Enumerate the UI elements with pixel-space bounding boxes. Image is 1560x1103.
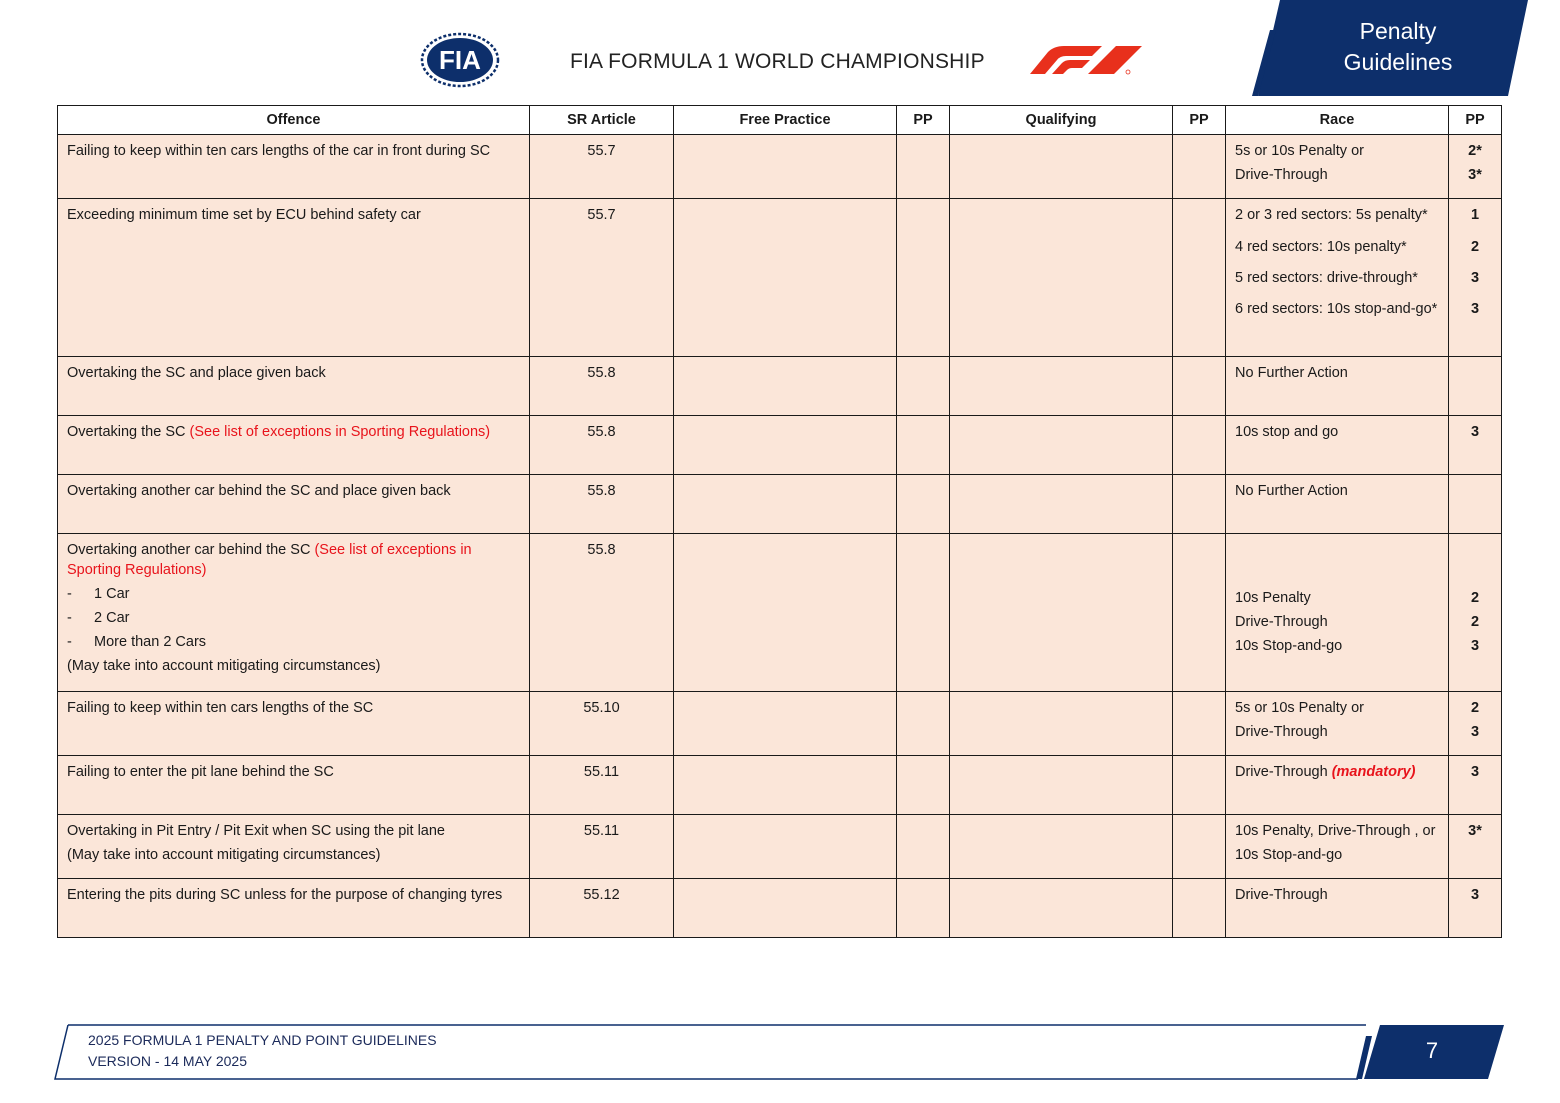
free-practice-cell bbox=[674, 692, 897, 756]
pp-value: 2* bbox=[1468, 143, 1482, 159]
table-row bbox=[58, 534, 1502, 692]
offence-cell: Failing to enter the pit lane behind the SC bbox=[58, 756, 530, 815]
col-header-qualifying: Qualifying bbox=[950, 106, 1173, 135]
pp-cell bbox=[1173, 199, 1226, 357]
article-cell: 55.11 bbox=[530, 815, 674, 879]
article-cell: 55.8 bbox=[530, 357, 674, 416]
badge-line-1: Penalty bbox=[1359, 18, 1437, 44]
race-pp-cell bbox=[1449, 692, 1502, 756]
race-line: Drive-Through bbox=[1235, 614, 1328, 630]
offence-cell: Failing to keep within ten cars lengths of the SC bbox=[58, 692, 530, 756]
race-pp-cell bbox=[1449, 534, 1502, 692]
race-cell bbox=[1226, 692, 1449, 756]
penalty-table bbox=[57, 105, 1502, 938]
race-line: 10s Stop-and-go bbox=[1235, 847, 1343, 863]
qualifying-cell bbox=[950, 357, 1173, 416]
col-header-pp: PP bbox=[1173, 106, 1226, 135]
offence-text: Overtaking in Pit Entry / Pit Exit when SC using the pit lane bbox=[67, 823, 445, 839]
article-cell: 55.10 bbox=[530, 692, 674, 756]
free-practice-cell bbox=[674, 475, 897, 534]
race-cell: Drive-Through bbox=[1226, 879, 1449, 938]
race-line: 6 red sectors: 10s stop-and-go* bbox=[1235, 301, 1438, 317]
page-number: 7 bbox=[1425, 1038, 1439, 1063]
table-row bbox=[58, 135, 1502, 199]
pp-cell bbox=[897, 416, 950, 475]
pp-cell bbox=[897, 692, 950, 756]
table-row bbox=[58, 879, 1502, 938]
fia-logo-text: FIA bbox=[439, 45, 481, 75]
race-line: 5 red sectors: drive-through* bbox=[1235, 270, 1418, 286]
article-cell: 55.8 bbox=[530, 416, 674, 475]
qualifying-cell bbox=[950, 756, 1173, 815]
article-cell: 55.11 bbox=[530, 756, 674, 815]
qualifying-cell bbox=[950, 692, 1173, 756]
fia-logo bbox=[420, 32, 500, 88]
pp-value: 2 bbox=[1470, 239, 1480, 255]
qualifying-cell bbox=[950, 416, 1173, 475]
pp-value: 2 bbox=[1470, 614, 1480, 630]
pp-cell bbox=[897, 815, 950, 879]
pp-value: 3 bbox=[1470, 638, 1480, 654]
race-line: 10s Penalty, Drive-Through , or bbox=[1235, 823, 1436, 839]
free-practice-cell bbox=[674, 815, 897, 879]
pp-cell bbox=[1173, 357, 1226, 416]
pp-cell bbox=[897, 199, 950, 357]
race-line: Drive-Through bbox=[1235, 724, 1328, 740]
offence-heading bbox=[67, 540, 520, 580]
offence-cell: Exceeding minimum time set by ECU behind safety car bbox=[58, 199, 530, 357]
race-pp-cell bbox=[1449, 475, 1502, 534]
race-cell: No Further Action bbox=[1226, 357, 1449, 416]
sub-item-text: More than 2 Cars bbox=[94, 634, 207, 650]
article-cell: 55.7 bbox=[530, 199, 674, 357]
header-title: FIA FORMULA 1 WORLD CHAMPIONSHIP bbox=[570, 50, 985, 73]
race-line: Drive-Through bbox=[1235, 167, 1328, 183]
col-header-offence: Offence bbox=[58, 106, 530, 135]
pp-cell bbox=[1173, 475, 1226, 534]
qualifying-cell bbox=[950, 815, 1173, 879]
table-row bbox=[58, 756, 1502, 815]
free-practice-cell bbox=[674, 756, 897, 815]
mandatory-label: (mandatory) bbox=[1331, 764, 1416, 780]
table-row bbox=[58, 199, 1502, 357]
sub-item-text: 1 Car bbox=[94, 586, 130, 602]
col-header-pp: PP bbox=[897, 106, 950, 135]
race-cell bbox=[1226, 815, 1449, 879]
race-pp-cell bbox=[1449, 199, 1502, 357]
offence-cell: Failing to keep within ten cars lengths of the car in front during SC bbox=[58, 135, 530, 199]
offence-cell bbox=[58, 416, 530, 475]
race-pp-cell: 3 bbox=[1449, 756, 1502, 815]
offence-cell: Overtaking the SC and place given back bbox=[58, 357, 530, 416]
race-pp-cell bbox=[1449, 357, 1502, 416]
free-practice-cell bbox=[674, 357, 897, 416]
race-line: 10s Penalty bbox=[1235, 590, 1311, 606]
free-practice-cell bbox=[674, 879, 897, 938]
free-practice-cell bbox=[674, 135, 897, 199]
pp-cell bbox=[1173, 135, 1226, 199]
pp-value: 3 bbox=[1470, 270, 1480, 286]
race-cell bbox=[1226, 756, 1449, 815]
col-header-pp: PP bbox=[1449, 106, 1502, 135]
col-header-free-practice: Free Practice bbox=[674, 106, 897, 135]
race-cell: No Further Action bbox=[1226, 475, 1449, 534]
footer-doc-title: 2025 FORMULA 1 PENALTY AND POINT GUIDELINES bbox=[88, 1032, 437, 1048]
footer-version: VERSION - 14 MAY 2025 bbox=[88, 1053, 247, 1069]
col-header-race: Race bbox=[1226, 106, 1449, 135]
pp-value: 3 bbox=[1470, 724, 1480, 740]
sub-item bbox=[67, 584, 520, 604]
article-cell: 55.8 bbox=[530, 534, 674, 692]
offence-text: Overtaking the SC bbox=[67, 424, 190, 440]
qualifying-cell bbox=[950, 879, 1173, 938]
table-row bbox=[58, 357, 1502, 416]
free-practice-cell bbox=[674, 416, 897, 475]
pp-cell bbox=[897, 534, 950, 692]
table-row bbox=[58, 416, 1502, 475]
qualifying-cell bbox=[950, 475, 1173, 534]
table-row bbox=[58, 475, 1502, 534]
race-cell bbox=[1226, 199, 1449, 357]
col-header-sr-article: SR Article bbox=[530, 106, 674, 135]
pp-cell bbox=[897, 879, 950, 938]
pp-cell bbox=[1173, 756, 1226, 815]
offence-cell bbox=[58, 534, 530, 692]
sub-item-text: 2 Car bbox=[94, 610, 130, 626]
pp-value: 3* bbox=[1468, 167, 1482, 183]
race-pp-cell: 3* bbox=[1449, 815, 1502, 879]
mitigation-note: (May take into account mitigating circumstances) bbox=[67, 847, 381, 863]
pp-value: 3 bbox=[1470, 301, 1480, 317]
free-practice-cell bbox=[674, 534, 897, 692]
article-cell: 55.7 bbox=[530, 135, 674, 199]
offence-cell: Entering the pits during SC unless for the purpose of changing tyres bbox=[58, 879, 530, 938]
offence-cell: Overtaking another car behind the SC and place given back bbox=[58, 475, 530, 534]
table-row bbox=[58, 815, 1502, 879]
qualifying-cell bbox=[950, 199, 1173, 357]
race-line: 10s Stop-and-go bbox=[1235, 638, 1343, 654]
qualifying-cell bbox=[950, 534, 1173, 692]
pp-cell bbox=[1173, 879, 1226, 938]
pp-value: 1 bbox=[1470, 207, 1480, 223]
mitigation-note: (May take into account mitigating circumstances) bbox=[67, 658, 381, 674]
free-practice-cell bbox=[674, 199, 897, 357]
dash-bullet: - bbox=[67, 610, 72, 626]
article-cell: 55.8 bbox=[530, 475, 674, 534]
dash-bullet: - bbox=[67, 586, 72, 602]
pp-cell bbox=[1173, 416, 1226, 475]
article-cell: 55.12 bbox=[530, 879, 674, 938]
race-pp-cell: 3 bbox=[1449, 879, 1502, 938]
pp-value: 2 bbox=[1470, 700, 1480, 716]
offence-cell bbox=[58, 815, 530, 879]
race-line: 5s or 10s Penalty or bbox=[1235, 143, 1364, 159]
race-cell bbox=[1226, 534, 1449, 692]
race-text: Drive-Through bbox=[1235, 764, 1332, 780]
table-row bbox=[58, 692, 1502, 756]
race-pp-cell: 3 bbox=[1449, 416, 1502, 475]
race-cell bbox=[1226, 135, 1449, 199]
race-pp-cell bbox=[1449, 135, 1502, 199]
pp-cell bbox=[897, 756, 950, 815]
sub-item bbox=[67, 608, 520, 628]
pp-cell bbox=[897, 357, 950, 416]
sub-item bbox=[67, 632, 520, 652]
race-line: 4 red sectors: 10s penalty* bbox=[1235, 239, 1407, 255]
pp-cell bbox=[1173, 534, 1226, 692]
pp-cell bbox=[897, 475, 950, 534]
exceptions-note: (See list of exceptions in Sporting Regulations) bbox=[189, 424, 491, 440]
race-line: 5s or 10s Penalty or bbox=[1235, 700, 1364, 716]
pp-cell bbox=[1173, 815, 1226, 879]
pp-value: 2 bbox=[1470, 590, 1480, 606]
pp-cell bbox=[897, 135, 950, 199]
offence-text: Overtaking another car behind the SC bbox=[67, 542, 315, 558]
dash-bullet: - bbox=[67, 634, 72, 650]
table-header-row bbox=[58, 106, 1502, 135]
exceptions-note: (See list of exceptions in Sporting Regulations) bbox=[67, 542, 472, 578]
badge-line-2: Guidelines bbox=[1343, 49, 1453, 75]
f1-logo-icon bbox=[1028, 44, 1146, 76]
qualifying-cell bbox=[950, 135, 1173, 199]
badge-label bbox=[1296, 16, 1500, 78]
race-cell: 10s stop and go bbox=[1226, 416, 1449, 475]
pp-cell bbox=[1173, 692, 1226, 756]
race-line: 2 or 3 red sectors: 5s penalty* bbox=[1235, 207, 1428, 223]
